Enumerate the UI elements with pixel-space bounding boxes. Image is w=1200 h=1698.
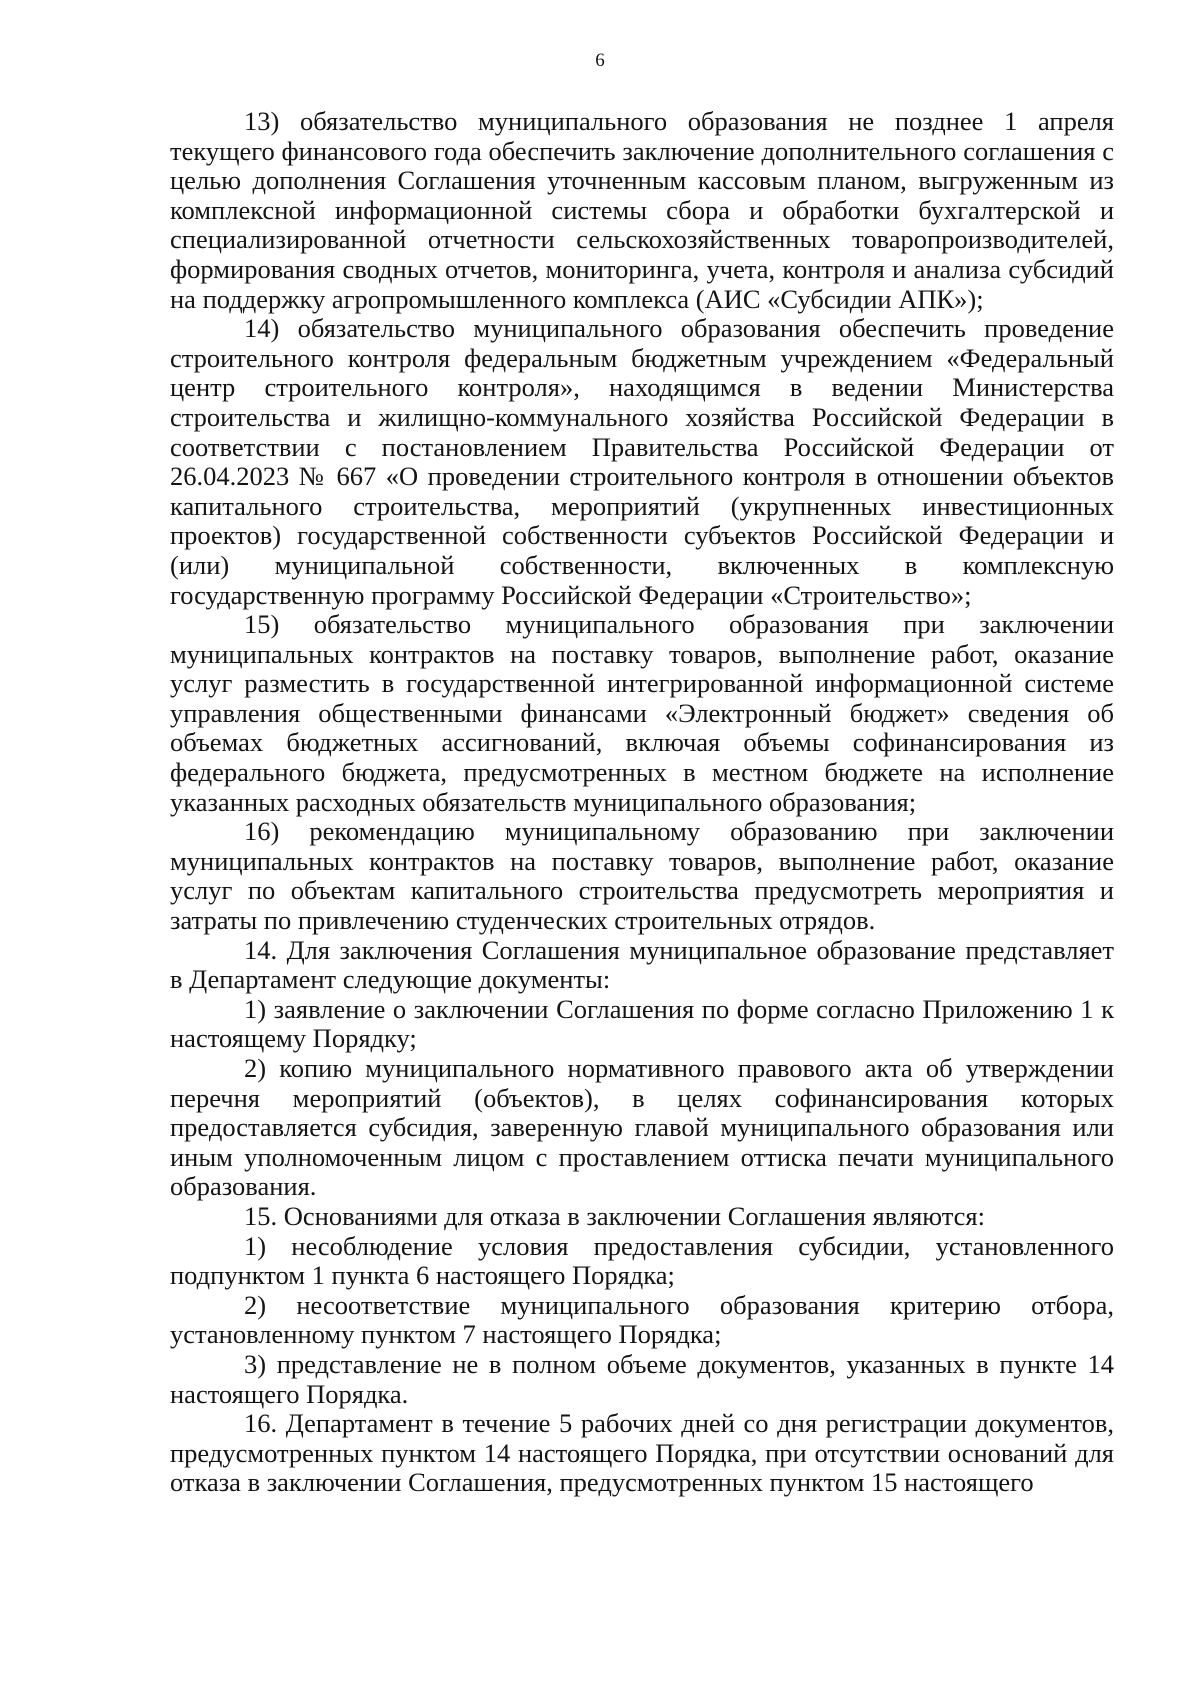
clause-14-required-documents: 14. Для заключения Соглашения муниципальное образование представляет в Департамент следующие документы: bbox=[170, 934, 1114, 995]
paragraph-15-obligation-electronic-budget: 15) обязательство муниципального образования при заключении муниципальных контрактов на поставку товаров, выполнение работ, оказание услуг разместить в государственной интегрированной информационной системе управления общественными финансами «Электронный бюджет» сведения об объемах бюджетных ассигнований, включая объемы софинансирования из федерального бюджета, предусмотренных в местном бюджете на исполнение указанных расходных обязательств муниципального образования; bbox=[170, 609, 1114, 817]
clause-15-refusal-grounds: 15. Основаниями для отказа в заключении Соглашения являются: bbox=[244, 1200, 985, 1231]
document-body bbox=[170, 107, 1114, 1498]
clause-15-item-2: 2) несоответствие муниципального образования критерию отбора, установленному пунктом 7 настоящего Порядка; bbox=[170, 1289, 1114, 1350]
clause-14-item-1-application: 1) заявление о заключении Соглашения по форме согласно Приложению 1 к настоящему Порядку; bbox=[170, 993, 1114, 1054]
clause-15-item-3: 3) представление не в полном объеме документов, указанных в пункте 14 настоящего Порядка. bbox=[170, 1348, 1114, 1409]
page-number: 6 bbox=[595, 50, 605, 71]
paragraph-14-obligation-construction-control: 14) обязательство муниципального образования обеспечить проведение строительного контроля федеральным бюджетным учреждением «Федеральный центр строительного контроля», находящимся в ведении Министерства строительства и жилищно-коммунального хозяйства Российской Федерации в соответствии с постановлением Правительства Российской Федерации от 26.04.2023 № 667 «О проведении строительного контроля в отношении объектов капитального строительства, мероприятий (укрупненных инвестиционных проектов) государственной собственности субъектов Российской Федерации и (или) муниципальной собственности, включенных в комплексную государственную программу Российской Федерации «Строительство»; bbox=[170, 313, 1114, 610]
paragraph-13-obligation-additional-agreement: 13) обязательство муниципального образования не позднее 1 апреля текущего финансового года обеспечить заключение дополнительного соглашения с целью дополнения Соглашения уточненным кассовым планом, выгруженным из комплексной информационной системы сбора и обработки бухгалтерской и специализированной отчетности сельскохозяйственных товаропроизводителей, формирования сводных отчетов, мониторинга, учета, контроля и анализа субсидий на поддержку агропромышленного комплекса (АИС «Субсидии АПК»); bbox=[170, 106, 1114, 314]
paragraph-16-student-construction-teams: 16) рекомендацию муниципальному образованию при заключении муниципальных контрактов на поставку товаров, выполнение работ, оказание услуг по объектам капитального строительства предусмотреть мероприятия и затраты по привлечению студенческих строительных отрядов. bbox=[170, 816, 1114, 936]
clause-16-department-review: 16. Департамент в течение 5 рабочих дней со дня регистрации документов, предусмотренных пунктом 14 настоящего Порядка, при отсутствии оснований для отказа в заключении Соглашения, предусмотренных пунктом 15 настоящего bbox=[170, 1408, 1114, 1498]
clause-14-item-2-municipal-act-copy: 2) копию муниципального нормативного правового акта об утверждении перечня мероприятий (объектов), в целях софинансирования которых предоставляется субсидия, заверенную главой муниципального образования или иным уполномоченным лицом с проставлением оттиска печати муниципального образования. bbox=[170, 1053, 1114, 1202]
clause-15-item-1: 1) несоблюдение условия предоставления субсидии, установленного подпунктом 1 пункта 6 настоящего Порядка; bbox=[170, 1230, 1114, 1291]
